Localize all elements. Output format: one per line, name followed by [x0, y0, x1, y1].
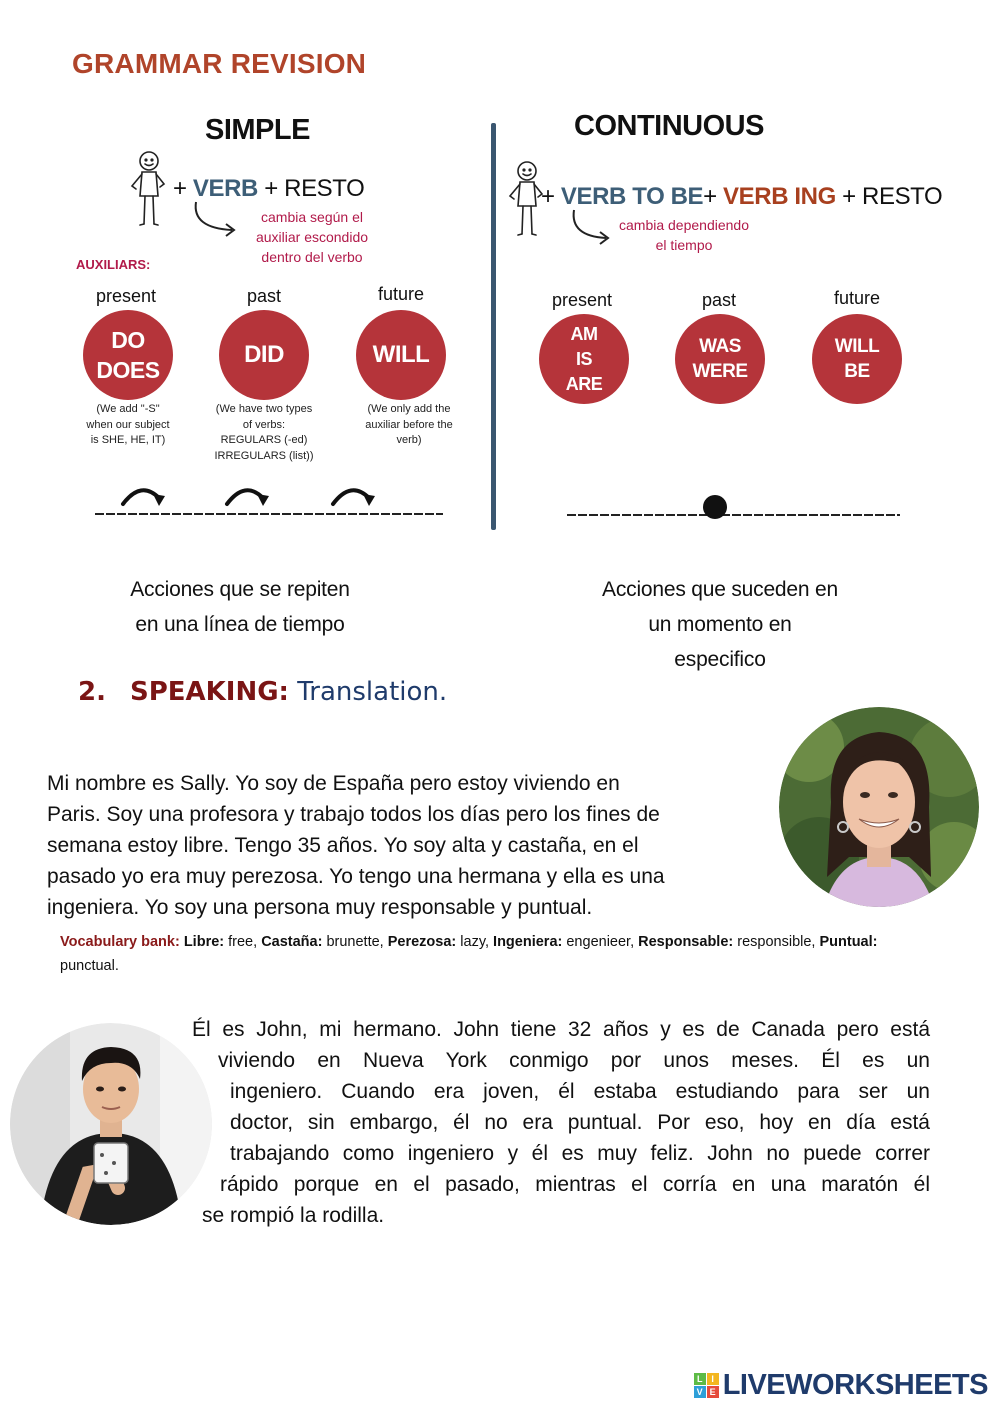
- para-line: ingeniero. Cuando era joven, él estaba estudiando para ser un: [230, 1080, 930, 1103]
- speaking-label: SPEAKING:: [129, 677, 289, 707]
- timeline-dashed-line: [95, 511, 443, 517]
- aux-word: WILL: [372, 341, 430, 368]
- verb-label: VERB: [192, 175, 258, 202]
- note-line: verb): [396, 434, 422, 446]
- aux-word: ARE: [565, 373, 603, 394]
- desc-line: Acciones que suceden en: [602, 578, 838, 601]
- aux-circle-do-does: [83, 310, 173, 400]
- repeat-arrows-icon: [115, 480, 385, 510]
- para-line: doctor, sin embargo, él no era puntual. Por eso, hoy en día está: [230, 1111, 930, 1134]
- note-line: cambia según el: [261, 209, 363, 225]
- note-line: REGULARS (-ed): [220, 434, 308, 446]
- column-divider: [491, 123, 496, 530]
- para-line: Él es John, mi hermano. John tiene 32 años y es de Canada pero está: [192, 1018, 930, 1041]
- sally-paragraph: [47, 768, 767, 923]
- desc-line: un momento en: [648, 613, 792, 636]
- sally-photo: [779, 707, 979, 907]
- plus-sign: +: [703, 183, 724, 210]
- continuous-heading: CONTINUOUS: [574, 110, 764, 142]
- note-line: auxiliar before the: [365, 418, 453, 431]
- vocab-translation: brunette,: [322, 934, 388, 950]
- stick-figure-icon: [128, 150, 168, 230]
- aux-word: AM: [570, 323, 598, 344]
- para-line: pasado yo era muy perezosa. Yo tengo una hermana y ella es una: [47, 865, 665, 888]
- auxiliars-label: AUXILIARS:: [76, 257, 151, 272]
- aux-word: DID: [244, 341, 284, 368]
- stick-figure-icon: [506, 160, 546, 240]
- liveworksheets-logo[interactable]: [694, 1369, 988, 1402]
- vocab-term: Responsable:: [638, 934, 734, 950]
- simple-description: [95, 572, 385, 642]
- para-line: rápido porque en el pasado, mientras el corría en una maratón él: [220, 1173, 930, 1196]
- para-line: viviendo en Nueva York conmigo por unos meses. Él es un: [218, 1049, 930, 1072]
- tense-label-present: present: [95, 286, 157, 306]
- simple-note: [232, 207, 392, 267]
- vocab-term: Puntual:: [819, 934, 878, 950]
- para-line: Paris. Soy una profesora y trabajo todos los días pero los fines de: [47, 803, 660, 826]
- vocab-title: Vocabulary bank:: [60, 934, 180, 950]
- note-line: dentro del verbo: [261, 249, 363, 265]
- vocab-term: Libre:: [183, 934, 225, 950]
- vocab-term: Ingeniera:: [493, 934, 563, 950]
- vocab-translation: punctual.: [60, 958, 119, 974]
- tense-label-future: future: [833, 288, 881, 308]
- logo-letter: E: [707, 1386, 719, 1398]
- vocab-translation: responsible,: [733, 934, 820, 950]
- liveworksheets-text: LIVEWORKSHEETS: [722, 1369, 988, 1401]
- point-timeline: [567, 493, 900, 523]
- aux-word: IS: [575, 348, 592, 369]
- tense-label-past: past: [246, 286, 282, 306]
- aux-circle-was-were: [675, 314, 765, 404]
- john-photo: [10, 1023, 212, 1225]
- moment-dot-icon: [703, 495, 727, 519]
- plus-sign: +: [173, 175, 193, 202]
- page-title: GRAMMAR REVISION: [72, 48, 367, 79]
- logo-letter: L: [694, 1373, 706, 1385]
- note-line: el tiempo: [655, 237, 713, 253]
- present-note: [68, 402, 188, 449]
- vocab-term: Perezosa:: [387, 934, 457, 950]
- vocab-translation: engenieer,: [562, 934, 639, 950]
- vocab-translation: free,: [224, 934, 262, 950]
- para-line: semana estoy libre. Tengo 35 años. Yo soy alta y castaña, en el: [47, 834, 639, 857]
- speaking-task: Translation.: [288, 677, 448, 707]
- simple-heading: SIMPLE: [205, 114, 310, 146]
- vocabulary-bank: [60, 930, 880, 978]
- aux-word: WAS: [699, 336, 741, 357]
- simple-formula: [173, 175, 364, 203]
- aux-circle-will: [356, 310, 446, 400]
- aux-word: BE: [844, 361, 870, 382]
- tense-label-present: present: [551, 290, 613, 310]
- past-note: [200, 402, 328, 464]
- aux-word: DOES: [96, 357, 160, 383]
- aux-word: DO: [111, 327, 145, 353]
- section-number: 2.: [78, 677, 106, 707]
- logo-letter: V: [694, 1386, 706, 1398]
- continuous-note: [602, 215, 766, 255]
- resto-label: + RESTO: [835, 183, 943, 210]
- continuous-formula: [541, 183, 942, 211]
- vocab-term: Castaña:: [261, 934, 323, 950]
- desc-line: especifico: [674, 648, 766, 671]
- speaking-heading: [78, 677, 447, 707]
- para-line: ingeniera. Yo soy una persona muy responsable y puntual.: [47, 896, 593, 919]
- note-line: of verbs:: [242, 418, 286, 431]
- aux-word: WILL: [834, 336, 880, 357]
- aux-circle-did: [219, 310, 309, 400]
- note-line: (We only add the: [367, 403, 451, 415]
- tense-label-future: future: [377, 284, 425, 304]
- continuous-description: [570, 572, 870, 677]
- desc-line: Acciones que se repiten: [130, 578, 350, 601]
- verb-ing-label: VERB ING: [723, 183, 836, 210]
- note-line: (We have two types: [215, 403, 313, 415]
- desc-line: en una línea de tiempo: [135, 613, 345, 636]
- para-line: Mi nombre es Sally. Yo soy de España pero estoy viviendo en: [47, 772, 620, 795]
- note-line: cambia dependiendo: [619, 217, 749, 233]
- john-paragraph: [192, 1014, 930, 1231]
- logo-mark-icon: [694, 1373, 719, 1398]
- logo-letter: I: [707, 1373, 719, 1385]
- para-line: se rompió la rodilla.: [202, 1204, 385, 1227]
- note-line: auxiliar escondido: [255, 229, 369, 245]
- note-line: when our subject: [86, 418, 170, 431]
- note-line: IRREGULARS (list)): [214, 449, 314, 462]
- tense-label-past: past: [701, 290, 737, 310]
- aux-circle-am-is-are: [539, 314, 629, 404]
- verb-to-be-label: VERB TO BE: [560, 183, 704, 210]
- aux-circle-will-be: [812, 314, 902, 404]
- para-line: trabajando como ingeniero y él es muy feliz. John no puede correr: [230, 1142, 930, 1165]
- plus-sign: +: [541, 183, 561, 210]
- note-line: (We add "-S": [96, 403, 160, 415]
- resto-label: + RESTO: [257, 175, 365, 202]
- note-line: is SHE, HE, IT): [90, 434, 166, 446]
- aux-word: WERE: [692, 361, 748, 382]
- future-note: [348, 402, 470, 449]
- vocab-translation: lazy,: [456, 934, 494, 950]
